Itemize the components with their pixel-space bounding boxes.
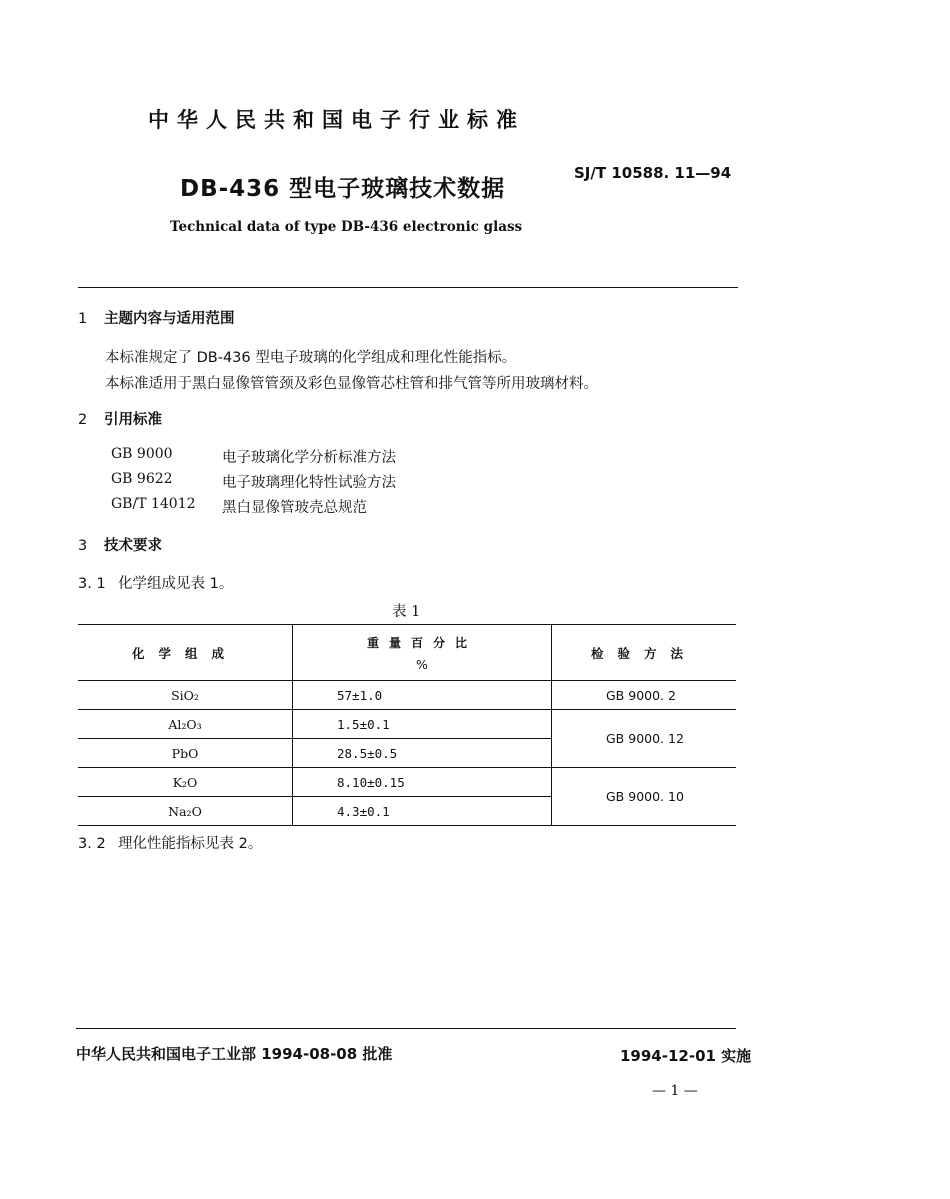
header-rule (78, 287, 738, 288)
document-title: DB-436 型电子玻璃技术数据 (180, 176, 506, 202)
table-1-caption: 表 1 (392, 604, 421, 620)
reference-code: GB 9000 (111, 446, 173, 462)
cell-method: GB 9000. 2 (552, 681, 737, 710)
subsection-text: 化学组成见表 1。 (118, 576, 234, 592)
table-1 (78, 624, 736, 826)
section-title: 技术要求 (104, 538, 162, 554)
issue-statement: 中华人民共和国电子工业部 1994-08-08 批准 (76, 1045, 393, 1063)
standard-number: SJ/T 10588. 11—94 (574, 164, 732, 182)
cell-component: K₂O (78, 768, 293, 797)
reference-title: 电子玻璃理化特性试验方法 (222, 475, 396, 491)
footer-rule (76, 1028, 736, 1029)
cell-component: Al₂O₃ (78, 710, 293, 739)
cell-weight: 4.3±0.1 (293, 797, 552, 826)
table-row (78, 710, 736, 739)
header-weight-line2: % (416, 656, 428, 672)
subsection-number: 3. 1 (78, 576, 106, 592)
section-1-paragraph-1: 本标准规定了 DB-436 型电子玻璃的化学组成和理化性能指标。 (105, 350, 517, 366)
table-header-row (78, 625, 736, 681)
cell-method: GB 9000. 12 (552, 710, 737, 768)
section-1-paragraph-2: 本标准适用于黑白显像管管颈及彩色显像管芯柱管和排气管等所用玻璃材料。 (105, 376, 598, 392)
section-title: 主题内容与适用范围 (104, 311, 235, 327)
cell-weight: 8.10±0.15 (293, 768, 552, 797)
cell-method: GB 9000. 10 (552, 768, 737, 826)
subsection-text: 理化性能指标见表 2。 (118, 836, 263, 852)
reference-code: GB 9622 (111, 471, 173, 487)
header-weight-line1: 重量百分比 (366, 635, 477, 650)
section-1-heading (78, 307, 235, 328)
industry-standard-title: 中华人民共和国电子行业标准 (148, 108, 525, 132)
section-title: 引用标准 (104, 412, 162, 428)
effective-date: 1994-12-01 实施 (620, 1047, 752, 1065)
reference-title: 黑白显像管玻壳总规范 (222, 500, 367, 516)
document-title-english: Technical data of type DB-436 electronic glass (170, 219, 523, 235)
cell-weight: 57±1.0 (293, 681, 552, 710)
table-row (78, 681, 736, 710)
section-number: 3 (78, 538, 88, 554)
reference-title: 电子玻璃化学分析标准方法 (222, 450, 396, 466)
cell-weight: 1.5±0.1 (293, 710, 552, 739)
table-row (78, 768, 736, 797)
subsection-3-1 (78, 572, 233, 593)
reference-code: GB/T 14012 (111, 496, 196, 512)
section-2-heading (78, 408, 162, 429)
section-number: 2 (78, 412, 88, 428)
cell-weight: 28.5±0.5 (293, 739, 552, 768)
cell-component: SiO₂ (78, 681, 293, 710)
section-number: 1 (78, 311, 88, 327)
header-composition: 化学组成 (78, 625, 293, 681)
header-weight-percent (293, 625, 552, 681)
section-3-heading (78, 534, 162, 555)
subsection-3-2 (78, 832, 262, 853)
subsection-number: 3. 2 (78, 836, 106, 852)
cell-component: PbO (78, 739, 293, 768)
cell-component: Na₂O (78, 797, 293, 826)
header-test-method: 检验方法 (552, 625, 737, 681)
page-number: — 1 — (652, 1083, 698, 1099)
